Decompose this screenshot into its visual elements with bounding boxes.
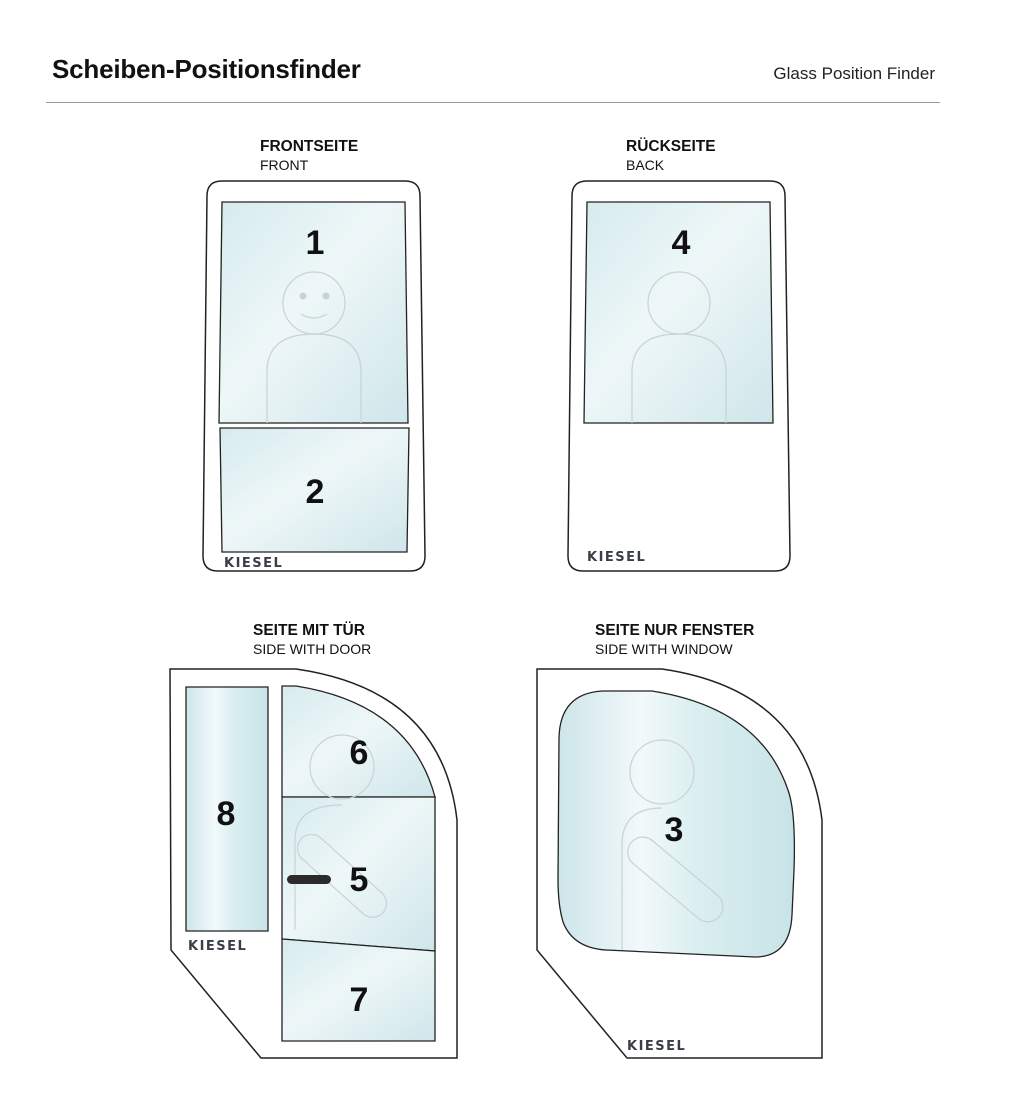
door-side-label-en: SIDE WITH DOOR bbox=[253, 641, 372, 657]
back-label-en: BACK bbox=[626, 157, 665, 173]
window-side-label-en: SIDE WITH WINDOW bbox=[595, 641, 733, 657]
page-subtitle: Glass Position Finder bbox=[773, 64, 935, 83]
window-side-view bbox=[537, 669, 822, 1058]
door-side-label-de: SEITE MIT TÜR bbox=[253, 622, 365, 639]
front-kiesel-logo: KIESEL bbox=[224, 556, 284, 571]
position-2-number: 2 bbox=[305, 473, 325, 511]
front-label-de: FRONTSEITE bbox=[260, 138, 359, 155]
window-side-label-de: SEITE NUR FENSTER bbox=[595, 622, 755, 639]
door-handle-icon bbox=[287, 875, 331, 884]
window-side-kiesel-logo: KIESEL bbox=[627, 1039, 687, 1054]
driver-eye-right-icon bbox=[323, 293, 330, 300]
back-label-de: RÜCKSEITE bbox=[626, 138, 716, 155]
position-4-number: 4 bbox=[671, 224, 691, 262]
position-6-number: 6 bbox=[349, 734, 369, 772]
door-side-kiesel-logo: KIESEL bbox=[188, 939, 248, 954]
position-5-number: 5 bbox=[349, 861, 369, 899]
front-label-en: FRONT bbox=[260, 157, 309, 173]
driver-eye-left-icon bbox=[300, 293, 307, 300]
position-3-number: 3 bbox=[664, 811, 684, 849]
front-view bbox=[203, 181, 425, 571]
position-7-number: 7 bbox=[349, 981, 369, 1019]
back-view bbox=[568, 181, 790, 571]
back-kiesel-logo: KIESEL bbox=[587, 550, 647, 565]
position-8-number: 8 bbox=[216, 795, 236, 833]
page-title: Scheiben-Positionsfinder bbox=[52, 54, 361, 84]
position-1-number: 1 bbox=[305, 224, 325, 262]
door-side-view bbox=[170, 669, 457, 1058]
